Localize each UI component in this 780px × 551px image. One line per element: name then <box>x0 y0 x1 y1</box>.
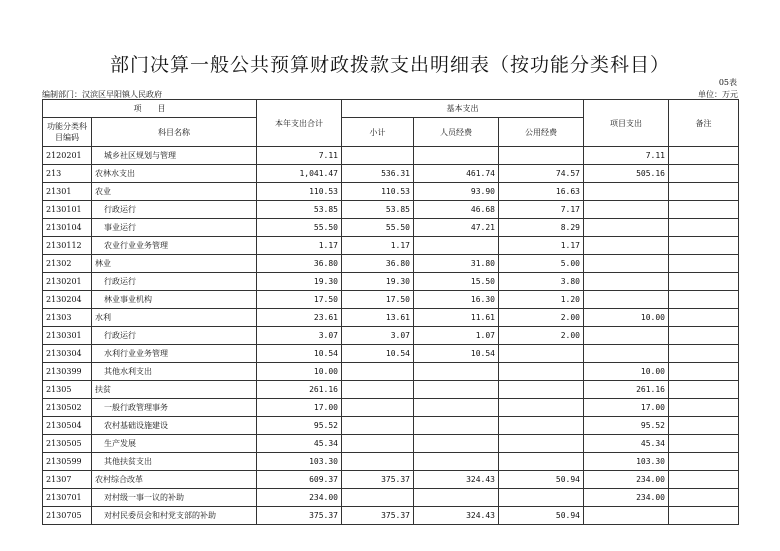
cell-name: 一般行政管理事务 <box>92 399 257 417</box>
table-row <box>43 363 739 381</box>
cell-code: 2130112 <box>43 237 92 255</box>
cell-public: 16.63 <box>499 183 584 201</box>
cell-name: 农村综合改革 <box>92 471 257 489</box>
cell-remark <box>669 201 739 219</box>
cell-code: 21301 <box>43 183 92 201</box>
cell-total: 103.30 <box>257 453 342 471</box>
cell-public: 5.00 <box>499 255 584 273</box>
cell-remark <box>669 471 739 489</box>
cell-personnel <box>414 417 499 435</box>
cell-project: 10.00 <box>584 309 669 327</box>
cell-name: 扶贫 <box>92 381 257 399</box>
cell-personnel: 1.07 <box>414 327 499 345</box>
cell-remark <box>669 183 739 201</box>
cell-name: 其他扶贫支出 <box>92 453 257 471</box>
cell-subtotal <box>342 147 414 165</box>
cell-subtotal: 10.54 <box>342 345 414 363</box>
cell-code: 2130504 <box>43 417 92 435</box>
cell-remark <box>669 363 739 381</box>
cell-project: 17.00 <box>584 399 669 417</box>
table-row <box>43 273 739 291</box>
cell-project <box>584 183 669 201</box>
cell-name: 行政运行 <box>92 273 257 291</box>
cell-total: 53.85 <box>257 201 342 219</box>
cell-public <box>499 417 584 435</box>
cell-public: 2.00 <box>499 327 584 345</box>
cell-remark <box>669 399 739 417</box>
cell-name: 农业 <box>92 183 257 201</box>
cell-remark <box>669 237 739 255</box>
cell-remark <box>669 147 739 165</box>
page-title: 部门决算一般公共预算财政拨款支出明细表（按功能分类科目） <box>109 54 670 76</box>
table-row <box>43 471 739 489</box>
cell-total: 55.50 <box>257 219 342 237</box>
cell-subtotal: 36.80 <box>342 255 414 273</box>
table-row <box>43 165 739 183</box>
cell-total: 609.37 <box>257 471 342 489</box>
org-label: 编制部门：汉滨区早阳镇人民政府 <box>42 90 162 99</box>
cell-personnel <box>414 453 499 471</box>
cell-code: 2130304 <box>43 345 92 363</box>
cell-project <box>584 327 669 345</box>
cell-subtotal: 13.61 <box>342 309 414 327</box>
cell-remark <box>669 417 739 435</box>
cell-remark <box>669 381 739 399</box>
cell-total: 23.61 <box>257 309 342 327</box>
cell-personnel <box>414 381 499 399</box>
cell-name: 对村民委员会和村党支部的补助 <box>92 507 257 525</box>
table-row <box>43 255 739 273</box>
cell-name: 对村级一事一议的补助 <box>92 489 257 507</box>
unit-label: 单位：万元 <box>698 90 738 99</box>
table-row <box>43 327 739 345</box>
cell-project <box>584 219 669 237</box>
cell-subtotal <box>342 435 414 453</box>
cell-subtotal: 1.17 <box>342 237 414 255</box>
cell-project: 234.00 <box>584 489 669 507</box>
cell-code: 2130201 <box>43 273 92 291</box>
cell-total: 7.11 <box>257 147 342 165</box>
table-row <box>43 417 739 435</box>
cell-personnel: 46.68 <box>414 201 499 219</box>
cell-code: 21302 <box>43 255 92 273</box>
cell-subtotal: 536.31 <box>342 165 414 183</box>
cell-personnel: 11.61 <box>414 309 499 327</box>
table-row <box>43 219 739 237</box>
cell-personnel: 324.43 <box>414 471 499 489</box>
cell-project: 95.52 <box>584 417 669 435</box>
cell-project <box>584 345 669 363</box>
cell-subtotal: 375.37 <box>342 471 414 489</box>
cell-public: 2.00 <box>499 309 584 327</box>
cell-public <box>499 363 584 381</box>
cell-project <box>584 255 669 273</box>
cell-project: 7.11 <box>584 147 669 165</box>
cell-subtotal: 17.50 <box>342 291 414 309</box>
cell-project: 261.16 <box>584 381 669 399</box>
cell-subtotal <box>342 453 414 471</box>
cell-public <box>499 345 584 363</box>
cell-public <box>499 147 584 165</box>
cell-public <box>499 435 584 453</box>
table-row <box>43 237 739 255</box>
cell-personnel <box>414 147 499 165</box>
cell-total: 1,041.47 <box>257 165 342 183</box>
cell-personnel: 324.43 <box>414 507 499 525</box>
cell-code: 2130599 <box>43 453 92 471</box>
cell-subtotal <box>342 399 414 417</box>
cell-code: 2130204 <box>43 291 92 309</box>
cell-remark <box>669 309 739 327</box>
header-total: 本年支出合计 <box>257 100 342 147</box>
cell-personnel <box>414 435 499 453</box>
header-basic: 基本支出 <box>342 100 584 118</box>
cell-subtotal <box>342 381 414 399</box>
cell-project <box>584 237 669 255</box>
cell-name: 农业行业业务管理 <box>92 237 257 255</box>
cell-remark <box>669 453 739 471</box>
cell-subtotal <box>342 417 414 435</box>
cell-name: 行政运行 <box>92 327 257 345</box>
header-project: 项目支出 <box>584 100 669 147</box>
cell-personnel <box>414 489 499 507</box>
table-row <box>43 435 739 453</box>
cell-subtotal: 3.07 <box>342 327 414 345</box>
table-row <box>43 291 739 309</box>
table-row <box>43 381 739 399</box>
cell-remark <box>669 291 739 309</box>
cell-total: 17.00 <box>257 399 342 417</box>
cell-code: 2130701 <box>43 489 92 507</box>
cell-subtotal <box>342 363 414 381</box>
cell-subtotal <box>342 489 414 507</box>
cell-public: 1.20 <box>499 291 584 309</box>
cell-total: 3.07 <box>257 327 342 345</box>
header-subtotal: 小计 <box>342 118 414 147</box>
cell-total: 234.00 <box>257 489 342 507</box>
cell-code: 21305 <box>43 381 92 399</box>
cell-name: 水利行业业务管理 <box>92 345 257 363</box>
cell-public: 1.17 <box>499 237 584 255</box>
cell-public: 8.29 <box>499 219 584 237</box>
header-item: 项 目 <box>43 100 257 118</box>
cell-subtotal: 110.53 <box>342 183 414 201</box>
cell-name: 农村基础设施建设 <box>92 417 257 435</box>
cell-project <box>584 507 669 525</box>
header-personnel: 人员经费 <box>414 118 499 147</box>
cell-project <box>584 201 669 219</box>
cell-total: 95.52 <box>257 417 342 435</box>
cell-code: 2130104 <box>43 219 92 237</box>
cell-code: 21303 <box>43 309 92 327</box>
cell-code: 2130705 <box>43 507 92 525</box>
cell-remark <box>669 255 739 273</box>
cell-code: 213 <box>43 165 92 183</box>
cell-code: 2130502 <box>43 399 92 417</box>
cell-remark <box>669 507 739 525</box>
cell-personnel <box>414 237 499 255</box>
cell-remark <box>669 273 739 291</box>
cell-project: 505.16 <box>584 165 669 183</box>
cell-name: 生产发展 <box>92 435 257 453</box>
cell-code: 2130101 <box>43 201 92 219</box>
table-row <box>43 489 739 507</box>
cell-name: 事业运行 <box>92 219 257 237</box>
form-number: 05表 <box>718 78 737 87</box>
header-code: 功能分类科目编码 <box>43 118 92 147</box>
cell-public: 50.94 <box>499 471 584 489</box>
cell-total: 375.37 <box>257 507 342 525</box>
cell-remark <box>669 435 739 453</box>
cell-personnel: 16.30 <box>414 291 499 309</box>
cell-code: 21307 <box>43 471 92 489</box>
table-row <box>43 399 739 417</box>
cell-name: 农林水支出 <box>92 165 257 183</box>
cell-personnel: 31.80 <box>414 255 499 273</box>
table-row <box>43 183 739 201</box>
cell-total: 10.00 <box>257 363 342 381</box>
cell-subtotal: 55.50 <box>342 219 414 237</box>
cell-code: 2130505 <box>43 435 92 453</box>
cell-public <box>499 489 584 507</box>
cell-total: 1.17 <box>257 237 342 255</box>
cell-remark <box>669 165 739 183</box>
cell-project: 45.34 <box>584 435 669 453</box>
cell-total: 110.53 <box>257 183 342 201</box>
table-row <box>43 345 739 363</box>
cell-name: 城乡社区规划与管理 <box>92 147 257 165</box>
cell-code: 2120201 <box>43 147 92 165</box>
cell-public: 50.94 <box>499 507 584 525</box>
expense-table <box>42 99 739 525</box>
cell-name: 水利 <box>92 309 257 327</box>
cell-remark <box>669 327 739 345</box>
cell-name: 行政运行 <box>92 201 257 219</box>
cell-total: 10.54 <box>257 345 342 363</box>
cell-subtotal: 375.37 <box>342 507 414 525</box>
cell-subtotal: 19.30 <box>342 273 414 291</box>
cell-project: 234.00 <box>584 471 669 489</box>
cell-remark <box>669 219 739 237</box>
cell-project: 10.00 <box>584 363 669 381</box>
cell-project <box>584 291 669 309</box>
header-remark: 备注 <box>669 100 739 147</box>
cell-project <box>584 273 669 291</box>
table-row <box>43 201 739 219</box>
cell-name: 林业 <box>92 255 257 273</box>
cell-code: 2130301 <box>43 327 92 345</box>
cell-public <box>499 453 584 471</box>
cell-total: 36.80 <box>257 255 342 273</box>
cell-personnel <box>414 363 499 381</box>
table-row <box>43 507 739 525</box>
cell-public: 3.80 <box>499 273 584 291</box>
table-row <box>43 309 739 327</box>
cell-name: 林业事业机构 <box>92 291 257 309</box>
cell-personnel <box>414 399 499 417</box>
table-row <box>43 453 739 471</box>
cell-code: 2130399 <box>43 363 92 381</box>
cell-subtotal: 53.85 <box>342 201 414 219</box>
cell-project: 103.30 <box>584 453 669 471</box>
table-row <box>43 147 739 165</box>
cell-total: 17.50 <box>257 291 342 309</box>
header-public: 公用经费 <box>499 118 584 147</box>
cell-personnel: 10.54 <box>414 345 499 363</box>
cell-total: 19.30 <box>257 273 342 291</box>
cell-personnel: 47.21 <box>414 219 499 237</box>
cell-public <box>499 399 584 417</box>
cell-public: 7.17 <box>499 201 584 219</box>
cell-personnel: 15.50 <box>414 273 499 291</box>
cell-public <box>499 381 584 399</box>
cell-public: 74.57 <box>499 165 584 183</box>
cell-total: 261.16 <box>257 381 342 399</box>
header-name: 科目名称 <box>92 118 257 147</box>
cell-personnel: 93.90 <box>414 183 499 201</box>
cell-name: 其他水利支出 <box>92 363 257 381</box>
cell-personnel: 461.74 <box>414 165 499 183</box>
cell-total: 45.34 <box>257 435 342 453</box>
cell-remark <box>669 489 739 507</box>
cell-remark <box>669 345 739 363</box>
